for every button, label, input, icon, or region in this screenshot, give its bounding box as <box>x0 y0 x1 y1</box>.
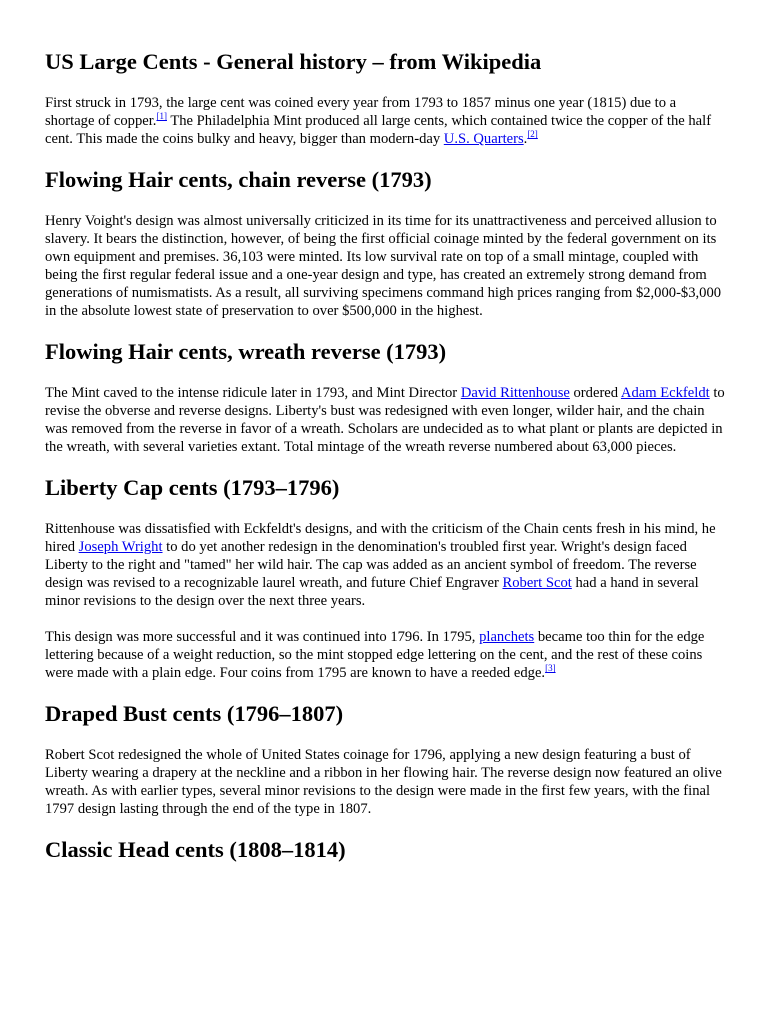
robert-scot-link[interactable]: Robert Scot <box>502 575 572 591</box>
page-title: US Large Cents - General history – from Wikipedia <box>45 49 542 74</box>
liberty-cap-text-1: Rittenhouse was dissatisfied with Eckfeldt's designs, and with the criticism of the Chain cents fresh in his mind, he hired <box>45 521 716 555</box>
wreath-text-3: to revise the obverse and reverse designs. Liberty's bust was redesigned with even longer, wilder hair, and the chain was removed from the reverse in favor of a wreath. Scholars are undecided as to what plant or plants are depicted in the wreath, with several varieties extant. Total mintage of the wreath reverse numbered about 63,000 pieces. <box>45 385 725 455</box>
liberty-cap-text-4: This design was more successful and it was continued into 1796. In 1795, <box>45 629 480 645</box>
intro-paragraph <box>45 94 725 148</box>
us-quarters-link[interactable]: U.S. Quarters <box>443 131 524 147</box>
liberty-cap-paragraph-2 <box>45 628 725 682</box>
planchets-link[interactable]: planchets <box>479 629 535 645</box>
heading-liberty-cap: Liberty Cap cents (1793–1796) <box>45 475 340 500</box>
david-rittenhouse-link[interactable]: David Rittenhouse <box>460 385 570 401</box>
heading-flowing-hair-chain: Flowing Hair cents, chain reverse (1793) <box>45 167 432 192</box>
draped-bust-paragraph: Robert Scot redesigned the whole of United States coinage for 1796, applying a new design featuring a bust of Liberty wearing a drapery at the neckline and a ribbon in her flowing hair. The reverse design now featured an olive wreath. As with earlier types, several minor revisions to the design were made in the first few years, with the final 1797 design lasting through the end of the type in 1807. <box>45 747 722 817</box>
heading-draped-bust: Draped Bust cents (1796–1807) <box>45 701 344 726</box>
adam-eckfeldt-link[interactable]: Adam Eckfeldt <box>620 385 710 401</box>
heading-flowing-hair-wreath: Flowing Hair cents, wreath reverse (1793) <box>45 339 447 364</box>
reference-link-1[interactable]: [1] <box>156 111 167 121</box>
reference-link-2[interactable]: [2] <box>527 129 538 139</box>
intro-text-2: The Philadelphia Mint produced all large cents, which contained twice the copper of the half cent. This made the coins bulky and heavy, bigger than modern-day <box>45 113 712 147</box>
intro-text-1: First struck in 1793, the large cent was coined every year from 1793 to 1857 minus one year (1815) due to a shortage of copper. <box>45 95 677 129</box>
reference-link-3[interactable]: [3] <box>545 663 556 673</box>
liberty-cap-paragraph-1 <box>45 520 725 610</box>
intro-text-3: . <box>523 131 528 147</box>
flowing-hair-wreath-paragraph <box>45 384 725 456</box>
liberty-cap-text-5: became too thin for the edge lettering because of a weight reduction, so the mint stopped edge lettering on the cent, and the rest of these coins were made with a plain edge. Four coins from 1795 are known to have a reeded edge. <box>45 629 705 681</box>
liberty-cap-text-2: to do yet another redesign in the denomination's troubled first year. Wright's design faced Liberty to the right and "tamed" her wild hair. The cap was added as an ancient symbol of freedom. The reverse design was revised to a recognizable laurel wreath, and future Chief Engraver <box>45 539 697 591</box>
liberty-cap-text-3: had a hand in several minor revisions to the design over the next three years. <box>45 575 699 609</box>
joseph-wright-link[interactable]: Joseph Wright <box>78 539 163 555</box>
heading-classic-head: Classic Head cents (1808–1814) <box>45 837 346 862</box>
wreath-text-1: The Mint caved to the intense ridicule later in 1793, and Mint Director <box>45 385 461 401</box>
wreath-text-2: ordered <box>569 385 621 401</box>
flowing-hair-chain-paragraph: Henry Voight's design was almost universally criticized in its time for its unattractiveness and perceived allusion to slavery. It bears the distinction, however, of being the first official coinage minted by the federal government on its own equipment and premises. 36,103 were minted. Its low survival rate on top of a small mintage, coupled with being the first regular federal issue and a one-year design and type, has created an extremely strong demand from generations of numismatists. As a result, all surviving specimens command high prices ranging from $2,000-$3,000 in the absolute lowest state of preservation to over $500,000 in the highest. <box>45 213 722 319</box>
